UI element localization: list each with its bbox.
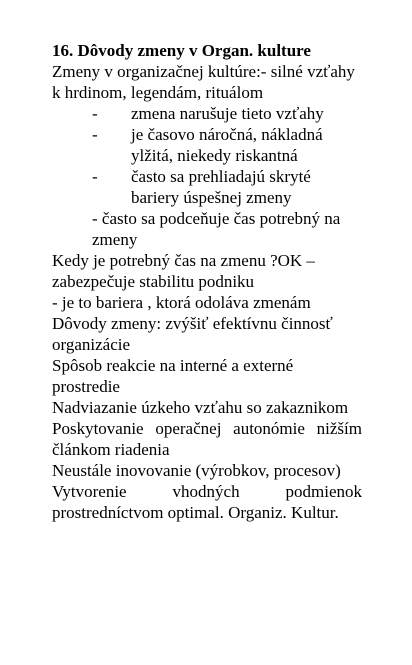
intro-text: Zmeny v organizačnej kultúre:- silné vzťahy k hrdinom, legendám, rituálom xyxy=(52,62,355,102)
reason-item: Vytvorenie vhodných podmienok prostredníctvom optimal. Organiz. Kultur. xyxy=(52,482,362,522)
sub-dash-item: - často sa podceňuje čas potrebný na zmeny xyxy=(92,209,341,249)
reason-item: Neustále inovovanie (výrobkov, procesov) xyxy=(52,461,341,480)
bullet-text: často sa prehliadajú skryté bariery úspešnej zmeny xyxy=(131,167,311,207)
reason-item: Dôvody zmeny: zvýšiť efektívnu činnosť organizácie xyxy=(52,314,333,354)
bullet-dash: - xyxy=(92,167,98,186)
reason-item: Poskytovanie operačnej autonómie nižším článkom riadenia xyxy=(52,419,362,459)
list-item xyxy=(52,103,362,124)
reason-item: Nadviazanie úzkeho vzťahu so zakaznikom xyxy=(52,398,349,417)
barrier-text: - je to bariera , ktorá odoláva zmenám xyxy=(52,293,311,312)
bullet-dash: - xyxy=(92,125,98,144)
document-title: 16. Dôvody zmeny v Organ. kulture xyxy=(52,41,311,60)
bullet-dash: - xyxy=(92,104,98,123)
bullet-list xyxy=(52,103,362,208)
list-item xyxy=(52,124,362,166)
bullet-text: zmena narušuje tieto vzťahy xyxy=(131,104,324,123)
bullet-text: je časovo náročná, nákladná ylžitá, niekedy riskantná xyxy=(131,125,323,165)
document-page xyxy=(52,40,362,523)
reason-item: Spôsob reakcie na interné a externé prostredie xyxy=(52,356,294,396)
question-text: Kedy je potrebný čas na zmenu ?OK – zabezpečuje stabilitu podniku xyxy=(52,251,315,291)
list-item xyxy=(52,166,362,208)
